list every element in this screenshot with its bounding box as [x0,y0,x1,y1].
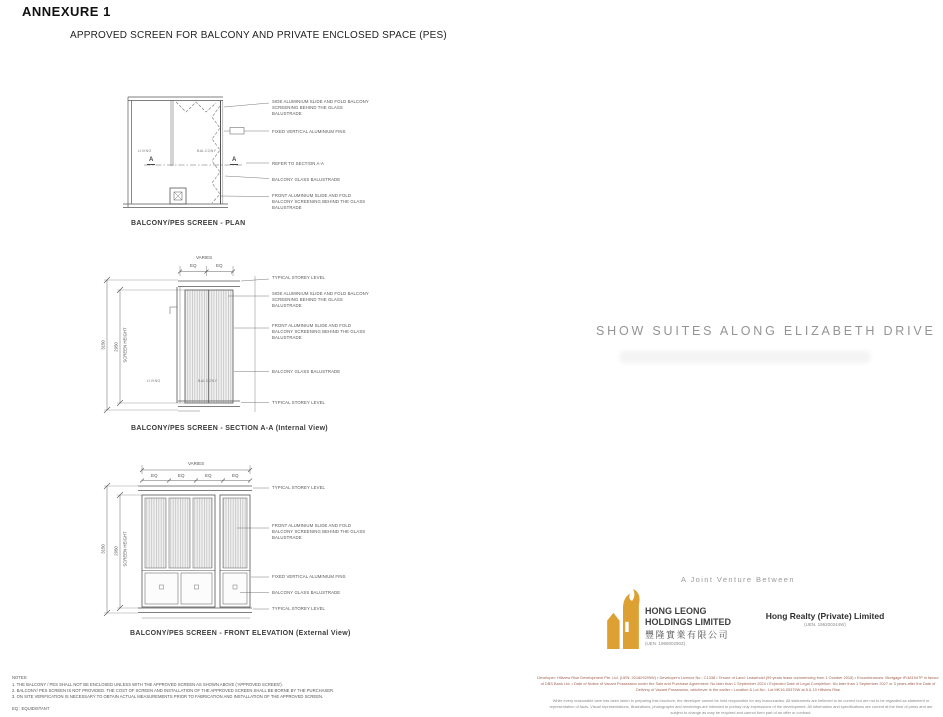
elevation-drawing [104,465,269,618]
plan-room-balcony: BALCONY [197,149,217,153]
hong-realty-name: Hong Realty (Private) Limited [765,611,885,621]
page-subtitle: APPROVED SCREEN FOR BALCONY AND PRIVATE ENCLOSED SPACE (PES) [70,30,447,41]
section-drawing [104,266,269,413]
section-annotation-front-screen: FRONT ALUMINIUM SLIDE AND FOLD BALCONY SCREENING BEHIND THE GLASS BALUSTRADE [272,323,366,340]
plan-room-living: LIVING [138,149,152,153]
elevation-dim-varies: VARIES [188,461,205,466]
hong-leong-name-line2: HOLDINGS LIMITED [645,616,731,627]
section-dim-screen-height: SCREEN HEIGHT [122,327,128,363]
plan-annotation-side-screen: SIDE ALUMINIUM SLIDE AND FOLD BALCONY SCREENING BEHIND THE GLASS BALUSTRADE [272,99,369,116]
plan-annotation-fixed-fins: FIXED VERTICAL ALUMINIUM FINS [272,129,346,134]
section-annotation-glass-balustrade: BALCONY GLASS BALUSTRADE [272,369,341,374]
note-item-1: 1. THE BALCONY / PES SHALL NOT BE ENCLOSED UNLESS WITH THE APPROVED SCREEN AS SHOWN ABOVE ('APPROVED SCREEN'). [12,682,283,688]
note-item-3: 3. ON SITE VERIFICATION IS NECESSARY TO OBTAIN ACTUAL MEASUREMENTS PRIOR TO FABRICATION AND INSTALLATION OF THE APPROVED SCREEN. [12,694,324,700]
elevation-annotation-front-screen: FRONT ALUMINIUM SLIDE AND FOLD BALCONY SCREENING BEHIND THE GLASS BALUSTRADE [272,523,366,540]
plan-annotation-front-screen: FRONT ALUMINIUM SLIDE AND FOLD BALCONY SCREENING BEHIND THE GLASS BALUSTRADE [272,193,366,210]
plan-annotation-refer-section: REFER TO SECTION A-A [272,161,324,166]
page-title: ANNEXURE 1 [22,4,111,19]
hong-leong-logo-icon [606,589,640,649]
section-room-living: LIVING [147,379,161,383]
section-dim-eq-1: EQ [190,263,197,268]
section-room-balcony: BALCONY [198,379,218,383]
disclaimer-fine-print: While every reasonable care has been taken in preparing this brochure, the developer cannot be held responsible for any inaccuracies. All statements are believed to be correct but are not to be regarded as statement or representation of facts. Visual representations, illustrations, photographs and renderings are intended to portray only impressions of the development. All information and specifications are current at the time of press and are subject to change as may be required and cannot form part of an offer or contract. [549,698,933,716]
elevation-dim-eq-4: EQ [232,473,239,478]
hong-leong-name [645,606,731,628]
elevation-dim-eq-1: EQ [151,473,158,478]
elevation-dim-3150: 3150 [100,544,106,554]
hong-leong-chinese-name: 豐隆實業有限公司 [645,630,730,640]
eq-legend: EQ : EQUIDISTANT [12,706,50,711]
notes-heading: NOTES: [12,675,28,680]
elevation-annotation-storey-bottom: TYPICAL STOREY LEVEL [272,606,326,611]
section-dim-3150: 3150 [100,340,106,350]
section-annotation-side-screen: SIDE ALUMINIUM SLIDE AND FOLD BALCONY SCREENING BEHIND THE GLASS BALUSTRADE [272,291,369,308]
section-dim-2950: 2950 [113,342,119,352]
plan-section-marker-a-right: A [232,157,237,163]
plan-caption: BALCONY/PES SCREEN - PLAN [131,220,246,227]
hong-realty-uen: (UEN. 196200244W) [804,622,846,627]
plan-annotation-glass-balustrade: BALCONY GLASS BALUSTRADE [272,176,341,182]
joint-venture-label: A Joint Venture Between [681,575,795,584]
elevation-dim-eq-2: EQ [178,473,185,478]
section-annotation-storey-bottom: TYPICAL STOREY LEVEL [272,400,326,405]
note-item-2: 2. BALCONY/ PES SCREEN IS NOT PROVIDED. THE COST OF SCREEN AND INSTALLATION OF THE APPROVED SCREEN SHALL BE BORNE BY THE PURCHASER. [12,688,335,694]
elevation-annotation-glass-balustrade: BALCONY GLASS BALUSTRADE [272,590,341,595]
section-annotation-storey-top: TYPICAL STOREY LEVEL [272,275,326,280]
show-suites-heading: SHOW SUITES ALONG ELIZABETH DRIVE [596,324,936,338]
plan-section-marker-a-left: A [149,157,154,163]
developer-fine-print: Developer: Hillview Rise Development Pte. Ltd. (UEN: 201829299W) • Developer's Licence No.: C1338 • Tenure of Land: Leasehold (99 years lease commencing from 1 October 2018) • Encumbrances: Mortgage IF/481947P in favour of DBS Bank Ltd. • Date of Notice of Vacant Possession under the Sale and Purchase Agreement: No later than 1 September 2024 • Expected Date of Legal Completion: No later than 1 September 2027 or 3 years after the Date of Delivery of Vacant Possession, whichever is the earlier • Location & Lot No.: Lot MK16-05379W at 8 & 10 Hillview Rise [537,675,939,692]
notes-block [12,675,352,700]
elevation-dim-eq-3: EQ [205,473,212,478]
hong-leong-name-line1: HONG LEONG [645,606,707,616]
section-caption: BALCONY/PES SCREEN - SECTION A-A (Internal View) [131,425,328,432]
elevation-caption: BALCONY/PES SCREEN - FRONT ELEVATION (External View) [130,630,351,637]
hong-leong-uen: (UEN. 196800290Z) [645,641,686,646]
section-dim-eq-2: EQ [216,263,223,268]
section-dim-varies: VARIES [196,255,213,260]
elevation-dim-screen-height: SCREEN HEIGHT [122,531,128,567]
elevation-dim-2950: 2950 [113,546,119,556]
elevation-annotation-fixed-fins: FIXED VERTICAL ALUMINIUM FINS [272,574,346,579]
faint-watermark [620,351,870,363]
elevation-annotation-storey-top: TYPICAL STOREY LEVEL [272,484,326,490]
